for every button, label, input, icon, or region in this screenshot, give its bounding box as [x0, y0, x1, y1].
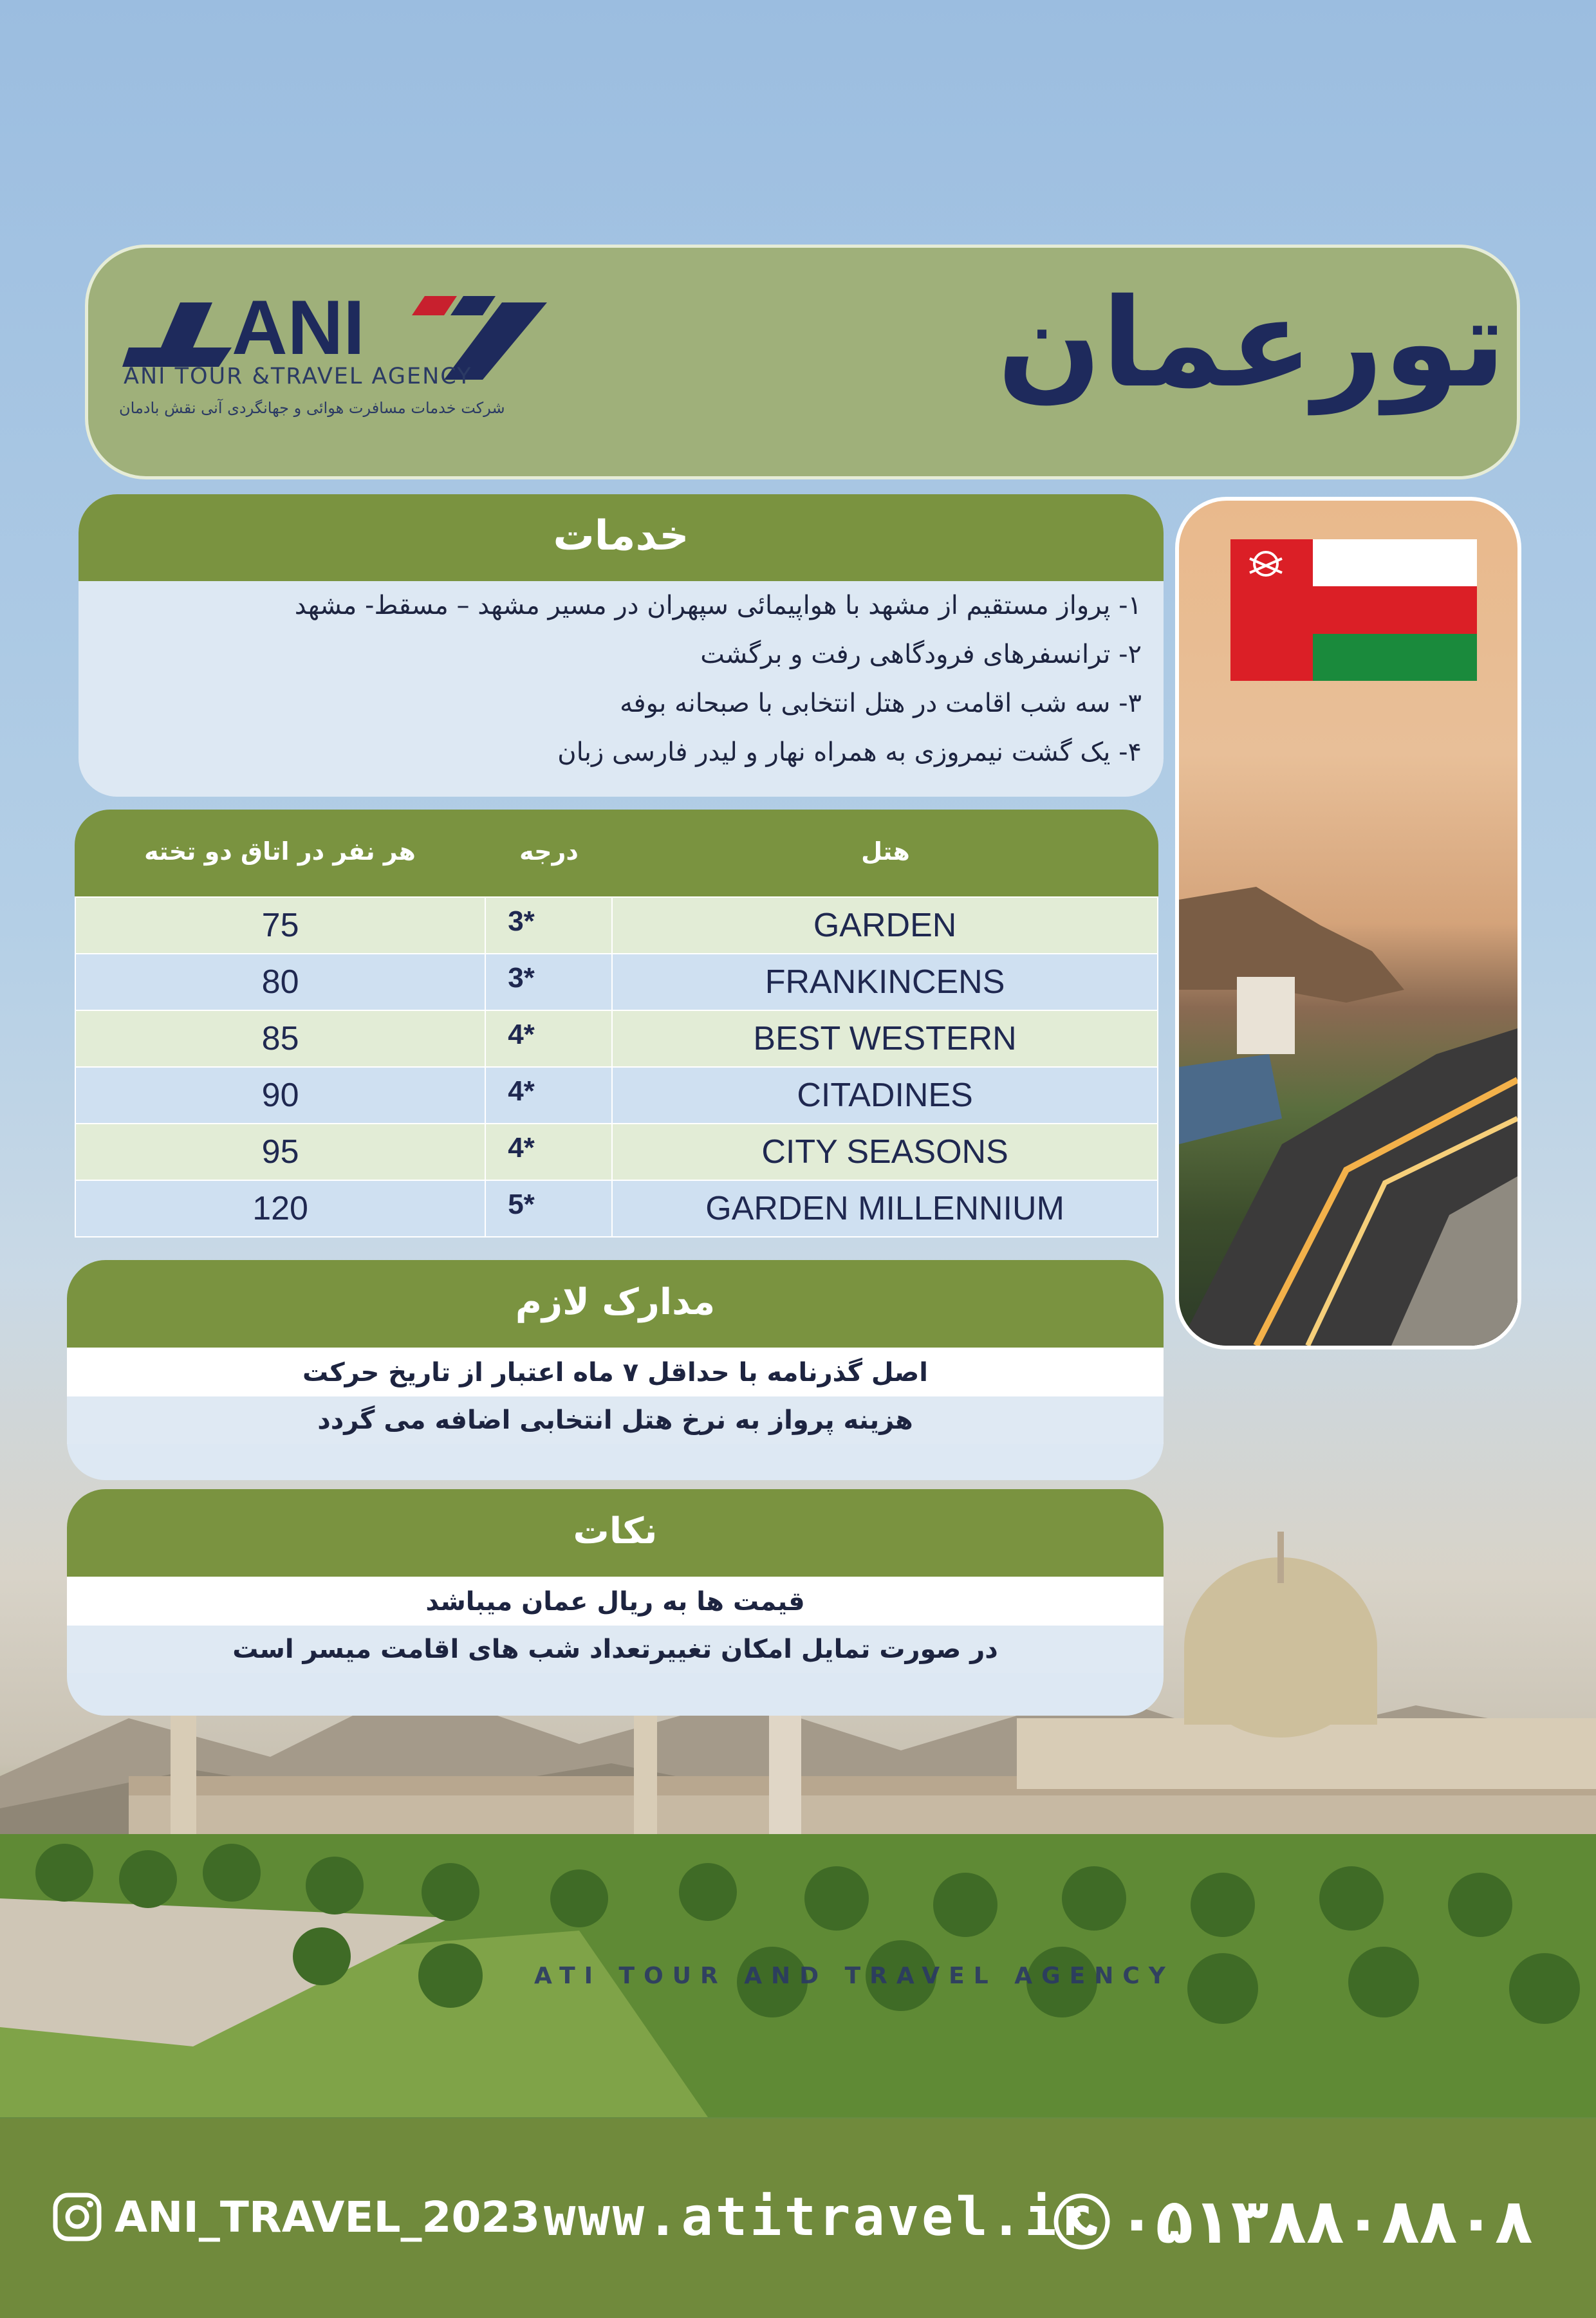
notes-panel [67, 1489, 1164, 1716]
price-cell: 85 [75, 1010, 485, 1067]
page-title: تورعمان [997, 272, 1506, 414]
hotel-cell: CITY SEASONS [612, 1124, 1158, 1180]
oman-flag-icon [1230, 539, 1477, 681]
price-cell: 75 [75, 897, 485, 954]
hotel-cell: BEST WESTERN [612, 1010, 1158, 1067]
grade-cell: 4* [485, 1010, 612, 1067]
hotel-cell: CITADINES [612, 1067, 1158, 1124]
document-item: اصل گذرنامه با حداقل ۷ ماه اعتبار از تاریخ حرکت [302, 1358, 928, 1387]
instagram-contact[interactable] [51, 2191, 540, 2243]
grade-cell: 3* [485, 897, 612, 954]
table-row [75, 1124, 1158, 1180]
phone-number[interactable]: ۰۵۱۳۸۸۰۸۸۰۸ [1118, 2185, 1533, 2258]
watermark-text: ATI TOUR AND TRAVEL AGENCY [534, 1963, 1174, 1989]
price-cell: 90 [75, 1067, 485, 1124]
documents-panel [67, 1260, 1164, 1480]
website-link[interactable]: www.atitravel.ir [544, 2187, 1093, 2248]
service-item: ۳- سه شب اقامت در هتل انتخابی با صبحانه بوفه [620, 689, 1142, 718]
table-row [75, 897, 1158, 954]
price-cell: 95 [75, 1124, 485, 1180]
logo-text: ANI [232, 284, 365, 371]
table-row [75, 1010, 1158, 1067]
logo-persian-subtitle: شرکت خدمات مسافرت هوائی و جهانگردی آنی نقش بادمان [119, 399, 505, 417]
hotel-price-table [75, 810, 1158, 1239]
logo-subtitle: ANI TOUR &TRAVEL AGENCY [124, 364, 472, 389]
documents-heading: مدارک لازم [67, 1260, 1164, 1348]
note-item: قیمت ها به ریال عمان میباشد [425, 1587, 805, 1617]
column-header-hotel: هتل [861, 837, 910, 866]
table-row [75, 1067, 1158, 1124]
table-row [75, 954, 1158, 1010]
table-row [75, 1180, 1158, 1237]
services-panel [79, 494, 1164, 797]
instagram-handle[interactable]: ANI_TRAVEL_2023 [115, 2192, 541, 2242]
services-heading: خدمات [79, 494, 1164, 581]
instagram-icon [51, 2191, 103, 2243]
column-header-price: هر نفر در اتاق دو تخته [144, 837, 416, 866]
phone-contact[interactable] [1052, 2183, 1533, 2260]
grade-cell: 5* [485, 1180, 612, 1237]
column-header-grade: درجه [519, 837, 579, 866]
hotel-cell: FRANKINCENS [612, 954, 1158, 1010]
notes-heading: نکات [67, 1489, 1164, 1577]
grade-cell: 4* [485, 1124, 612, 1180]
grade-cell: 3* [485, 954, 612, 1010]
hotel-cell: GARDEN MILLENNIUM [612, 1180, 1158, 1237]
grade-cell: 4* [485, 1067, 612, 1124]
service-item: ۱- پرواز مستقیم از مشهد با هواپیمائی سپهران در مسیر مشهد – مسقط- مشهد [294, 591, 1142, 620]
service-item: ۲- ترانسفرهای فرودگاهی رفت و برگشت [700, 640, 1142, 669]
table-header [75, 810, 1158, 896]
hotel-cell: GARDEN [612, 897, 1158, 954]
document-item: هزینه پرواز به نرخ هتل انتخابی اضافه می گردد [67, 1396, 1164, 1444]
price-cell: 120 [75, 1180, 485, 1237]
note-item: در صورت تمایل امکان تغییرتعداد شب های اقامت میسر است [67, 1626, 1164, 1673]
price-cell: 80 [75, 954, 485, 1010]
service-item: ۴- یک گشت نیمروزی به همراه نهار و لیدر فارسی زبان [557, 737, 1142, 767]
